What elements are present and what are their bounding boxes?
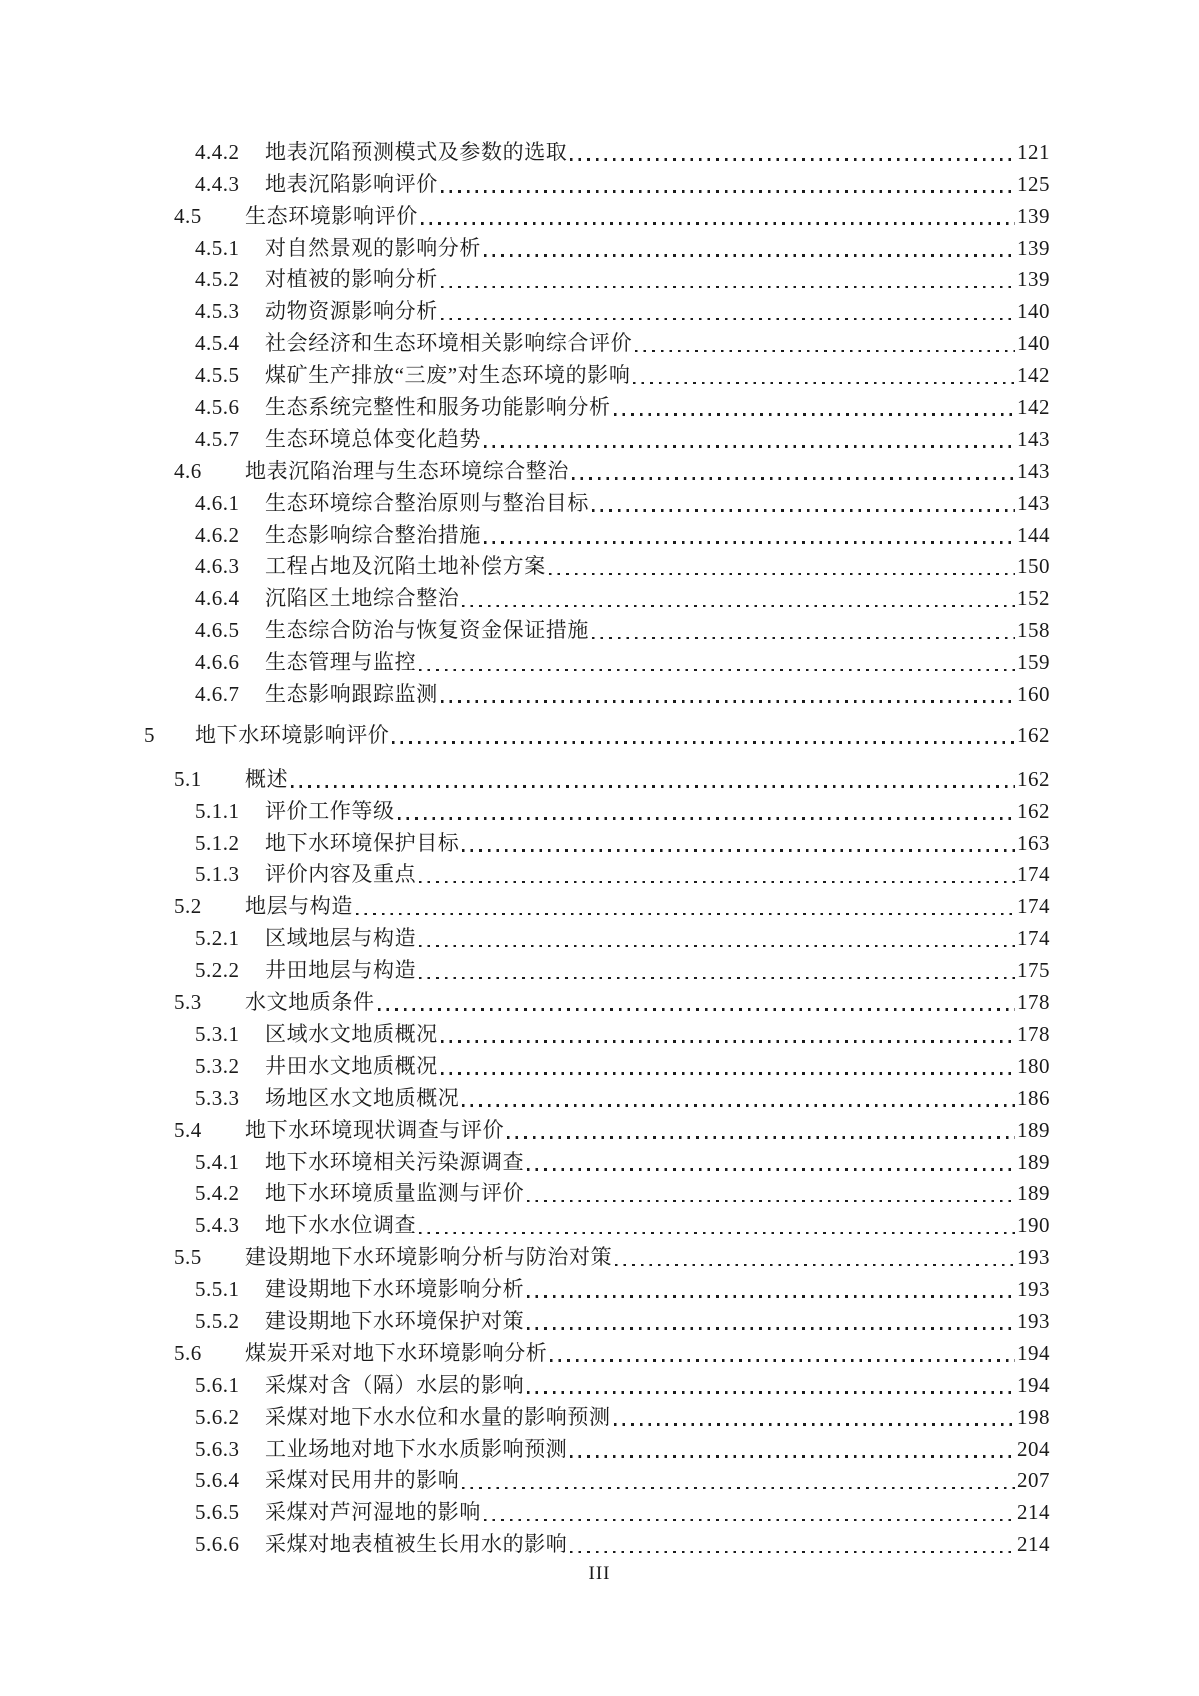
toc-entry-number: 5.6.2 [195,1404,240,1429]
toc-entry[interactable] [0,262,1050,294]
toc-entry-title: 采煤对地表植被生长用水的影响 [265,1532,568,1557]
toc-entry-title: 场地区水文地质概况 [265,1085,460,1110]
toc-entry-number: 4.5.2 [195,267,240,292]
toc-entry-page: 186 [1017,1085,1050,1110]
dot-leader [441,1072,1015,1075]
dot-leader [291,785,1015,788]
toc-entry[interactable] [0,1271,1050,1303]
toc-entry-page: 189 [1017,1181,1050,1206]
toc-entry[interactable] [0,230,1050,262]
toc-entry-title: 采煤对地下水水位和水量的影响预测 [265,1404,611,1429]
toc-entry-page: 159 [1017,650,1050,675]
toc-entry[interactable] [0,1399,1050,1431]
toc-entry-title: 采煤对含（隔）水层的影响 [265,1372,525,1397]
toc-entry-title: 沉陷区土地综合整治 [265,586,460,611]
toc-entry-number: 4.5.5 [195,363,240,388]
toc-entry-title: 地下水环境影响评价 [195,722,390,747]
dot-leader [592,637,1015,640]
toc-entry-number: 4.5.7 [195,426,240,451]
toc-entry-number: 5.3 [174,990,202,1015]
toc-entry-title: 地层与构造 [245,894,353,919]
toc-entry[interactable] [0,1016,1050,1048]
toc-entry-page: 162 [1017,798,1050,823]
toc-entry-number: 5.1.2 [195,830,240,855]
toc-entry[interactable] [0,1239,1050,1271]
toc-entry-page: 121 [1017,139,1050,164]
toc-entry-title: 工程占地及沉陷土地补偿方案 [265,554,546,579]
toc-entry-page: 214 [1017,1532,1050,1557]
toc-entry[interactable] [0,549,1050,581]
toc-entry-page: 198 [1017,1404,1050,1429]
toc-entry-title: 地下水环境质量监测与评价 [265,1181,525,1206]
dot-leader [398,817,1015,820]
toc-entry-page: 193 [1017,1245,1050,1270]
toc-entry[interactable] [0,888,1050,920]
toc-entry[interactable] [0,984,1050,1016]
toc-entry-page: 140 [1017,331,1050,356]
toc-entry-number: 4.5.1 [195,235,240,260]
toc-entry[interactable] [0,166,1050,198]
toc-entry[interactable] [0,1335,1050,1367]
toc-entry-number: 5.1 [174,766,202,791]
toc-entry-number: 4.5.6 [195,395,240,420]
dot-leader [507,1136,1015,1139]
toc-entry-page: 160 [1017,682,1050,707]
toc-entry[interactable] [0,761,1050,793]
toc-entry-title: 区域水文地质概况 [265,1021,438,1046]
toc-entry-page: 174 [1017,926,1050,951]
toc-entry-title: 对自然景观的影响分析 [265,235,481,260]
toc-entry-title: 井田水文地质概况 [265,1053,438,1078]
dot-leader [441,700,1015,703]
dot-leader [570,1551,1015,1554]
toc-entry-number: 5.2.1 [195,926,240,951]
toc-entry-number: 4.6.4 [195,586,240,611]
toc-entry-page: 193 [1017,1308,1050,1333]
toc-entry-title: 地表沉陷治理与生态环境综合整治 [245,458,569,483]
dot-leader [441,318,1015,321]
toc-entry-title: 区域地层与构造 [265,926,417,951]
toc-entry[interactable] [0,485,1050,517]
toc-entry[interactable] [0,517,1050,549]
toc-entry-page: 180 [1017,1053,1050,1078]
toc-entry-page: 150 [1017,554,1050,579]
toc-entry-page: 178 [1017,990,1050,1015]
dot-leader [421,222,1015,225]
toc-entry[interactable] [0,793,1050,825]
toc-entry-number: 5.6.3 [195,1436,240,1461]
toc-entry[interactable] [0,1367,1050,1399]
toc-entry-title: 地表沉陷影响评价 [265,171,438,196]
toc-entry-number: 5.5.2 [195,1308,240,1333]
dot-leader [527,1327,1015,1330]
toc-entry-page: 143 [1017,426,1050,451]
toc-entry[interactable] [0,952,1050,984]
dot-leader [614,413,1015,416]
toc-entry-page: 162 [1017,766,1050,791]
dot-leader [419,977,1015,980]
dot-leader [527,1391,1015,1394]
toc-entry-number: 4.5 [174,203,202,228]
toc-entry-title: 采煤对芦河湿地的影响 [265,1500,481,1525]
toc-entry-number: 5.3.3 [195,1085,240,1110]
toc-entry[interactable] [0,857,1050,889]
toc-entry-title: 井田地层与构造 [265,958,417,983]
toc-entry-number: 4.5.3 [195,299,240,324]
toc-entry-page: 174 [1017,862,1050,887]
toc-entry-page: 152 [1017,586,1050,611]
toc-entry[interactable] [0,1112,1050,1144]
toc-entry-title: 煤炭开采对地下水环境影响分析 [245,1340,548,1365]
dot-leader [462,1104,1015,1107]
toc-entry-page: 140 [1017,299,1050,324]
toc-entry-number: 4.6.3 [195,554,240,579]
toc-entry-number: 4.6.2 [195,522,240,547]
toc-entry-title: 地下水环境保护目标 [265,830,460,855]
toc-entry-page: 194 [1017,1372,1050,1397]
toc-entry-number: 5.4.3 [195,1213,240,1238]
toc-entry-number: 5.5.1 [195,1277,240,1302]
toc-entry-title: 生态环境综合整治原则与整治目标 [265,490,589,515]
toc-entry[interactable] [0,1207,1050,1239]
toc-entry-number: 4.6.5 [195,618,240,643]
toc-entry-title: 概述 [245,766,289,791]
toc-entry-number: 5.4.1 [195,1149,240,1174]
toc-entry-title: 生态影响跟踪监测 [265,682,438,707]
toc-entry[interactable] [0,1144,1050,1176]
toc-entry-page: 144 [1017,522,1050,547]
toc-entry[interactable] [0,612,1050,644]
dot-leader [633,382,1015,385]
toc-entry-title: 评价内容及重点 [265,862,417,887]
dot-leader [484,1519,1015,1522]
toc-entry-title: 评价工作等级 [265,798,395,823]
dot-leader [527,1168,1015,1171]
toc-entry[interactable] [0,453,1050,485]
toc-entry[interactable] [0,644,1050,676]
toc-entry-page: 189 [1017,1117,1050,1142]
toc-entry-number: 5.6.6 [195,1532,240,1557]
toc-entry-page: 204 [1017,1436,1050,1461]
dot-leader [441,190,1015,193]
toc-entry-number: 5 [144,722,155,747]
toc-entry-page: 193 [1017,1277,1050,1302]
toc-entry-title: 生态影响综合整治措施 [265,522,481,547]
toc-entry-number: 5.3.2 [195,1053,240,1078]
toc-entry-page: 162 [1017,722,1050,747]
dot-leader [570,158,1015,161]
toc-entry[interactable] [0,357,1050,389]
dot-leader [635,350,1015,353]
toc-entry-title: 生态环境影响评价 [245,203,418,228]
toc-entry-number: 5.6.4 [195,1468,240,1493]
dot-leader [392,741,1015,744]
toc-entry-title: 工业场地对地下水水质影响预测 [265,1436,568,1461]
toc-entry-number: 4.6.7 [195,682,240,707]
toc-entry-title: 生态环境总体变化趋势 [265,426,481,451]
toc-entry[interactable] [0,1431,1050,1463]
toc-entry[interactable] [0,293,1050,325]
toc-entry[interactable] [0,421,1050,453]
toc-entry-title: 建设期地下水环境保护对策 [265,1308,525,1333]
toc-entry-page: 125 [1017,171,1050,196]
toc-entry[interactable] [0,134,1050,166]
toc-entry-page: 142 [1017,395,1050,420]
toc-entry-page: 194 [1017,1340,1050,1365]
toc-entry[interactable] [0,1494,1050,1526]
dot-leader [378,1008,1015,1011]
toc-entry-title: 对植被的影响分析 [265,267,438,292]
toc-entry-page: 178 [1017,1021,1050,1046]
toc-entry[interactable] [0,717,1050,749]
toc-entry-title: 建设期地下水环境影响分析与防治对策 [245,1245,613,1270]
toc-entry-number: 4.5.4 [195,331,240,356]
dot-leader [419,1232,1015,1235]
toc-entry-number: 5.6 [174,1340,202,1365]
toc-entry-page: 139 [1017,267,1050,292]
toc-entry[interactable] [0,1463,1050,1495]
toc-entry-page: 142 [1017,363,1050,388]
dot-leader [441,1040,1015,1043]
toc-entry-title: 煤矿生产排放“三废”对生态环境的影响 [265,363,631,388]
toc-entry-title: 建设期地下水环境影响分析 [265,1277,525,1302]
toc-entry[interactable] [0,1048,1050,1080]
toc-entry[interactable] [0,1176,1050,1208]
page-number-footer: III [588,1563,611,1584]
toc-entry-title: 采煤对民用井的影响 [265,1468,460,1493]
toc-entry-number: 5.6.5 [195,1500,240,1525]
toc-entry-number: 5.4.2 [195,1181,240,1206]
dot-leader [462,605,1015,608]
toc-entry-number: 5.5 [174,1245,202,1270]
dot-leader [419,881,1015,884]
toc-entry-title: 社会经济和生态环境相关影响综合评价 [265,331,633,356]
toc-entry-number: 4.6.1 [195,490,240,515]
toc-entry[interactable] [0,825,1050,857]
toc-entry-title: 生态管理与监控 [265,650,417,675]
dot-leader [484,445,1015,448]
dot-leader [615,1264,1015,1267]
dot-leader [484,541,1015,544]
dot-leader [419,945,1015,948]
toc-entry-number: 5.2.2 [195,958,240,983]
dot-leader [462,849,1015,852]
dot-leader [527,1295,1015,1298]
toc-entry-page: 143 [1017,458,1050,483]
toc-entry-page: 189 [1017,1149,1050,1174]
toc-entry-page: 207 [1017,1468,1050,1493]
toc-entry-title: 动物资源影响分析 [265,299,438,324]
toc-entry-title: 地下水水位调查 [265,1213,417,1238]
toc-entry-number: 5.1.1 [195,798,240,823]
dot-leader [462,1487,1015,1490]
toc-entry[interactable] [0,1526,1050,1558]
toc-entry-page: 139 [1017,203,1050,228]
toc-entry-number: 5.6.1 [195,1372,240,1397]
toc-entry-page: 190 [1017,1213,1050,1238]
dot-leader [572,477,1015,480]
toc-entry-title: 水文地质条件 [245,990,375,1015]
dot-leader [527,1200,1015,1203]
toc-entry-page: 139 [1017,235,1050,260]
toc-entry[interactable] [0,1080,1050,1112]
toc-entry-number: 5.1.3 [195,862,240,887]
toc-entry[interactable] [0,580,1050,612]
dot-leader [356,913,1015,916]
dot-leader [592,509,1015,512]
toc-entry-page: 174 [1017,894,1050,919]
toc-entry-number: 5.4 [174,1117,202,1142]
dot-leader [419,669,1015,672]
toc-entry-page: 175 [1017,958,1050,983]
dot-leader [614,1423,1015,1426]
toc-entry-number: 4.6.6 [195,650,240,675]
toc-entry[interactable] [0,920,1050,952]
toc-entry-title: 地表沉陷预测模式及参数的选取 [265,139,568,164]
toc-entry-page: 214 [1017,1500,1050,1525]
dot-leader [570,1455,1015,1458]
toc-entry-title: 生态系统完整性和服务功能影响分析 [265,395,611,420]
toc-entry-page: 158 [1017,618,1050,643]
dot-leader [549,573,1015,576]
toc-entry-number: 5.3.1 [195,1021,240,1046]
toc-entry-number: 5.2 [174,894,202,919]
toc-entry[interactable] [0,198,1050,230]
dot-leader [484,254,1015,257]
toc-entry-number: 4.4.2 [195,139,240,164]
toc-entry-number: 4.6 [174,458,202,483]
toc-entry[interactable] [0,389,1050,421]
toc-entry-page: 163 [1017,830,1050,855]
toc-entry[interactable] [0,676,1050,708]
toc-entry-title: 地下水环境相关污染源调查 [265,1149,525,1174]
toc-entry-title: 地下水环境现状调查与评价 [245,1117,505,1142]
toc-entry-number: 4.4.3 [195,171,240,196]
toc-entry-title: 生态综合防治与恢复资金保证措施 [265,618,589,643]
toc-entry[interactable] [0,1303,1050,1335]
dot-leader [550,1359,1015,1362]
toc-entry[interactable] [0,325,1050,357]
toc-entry-page: 143 [1017,490,1050,515]
dot-leader [441,286,1015,289]
